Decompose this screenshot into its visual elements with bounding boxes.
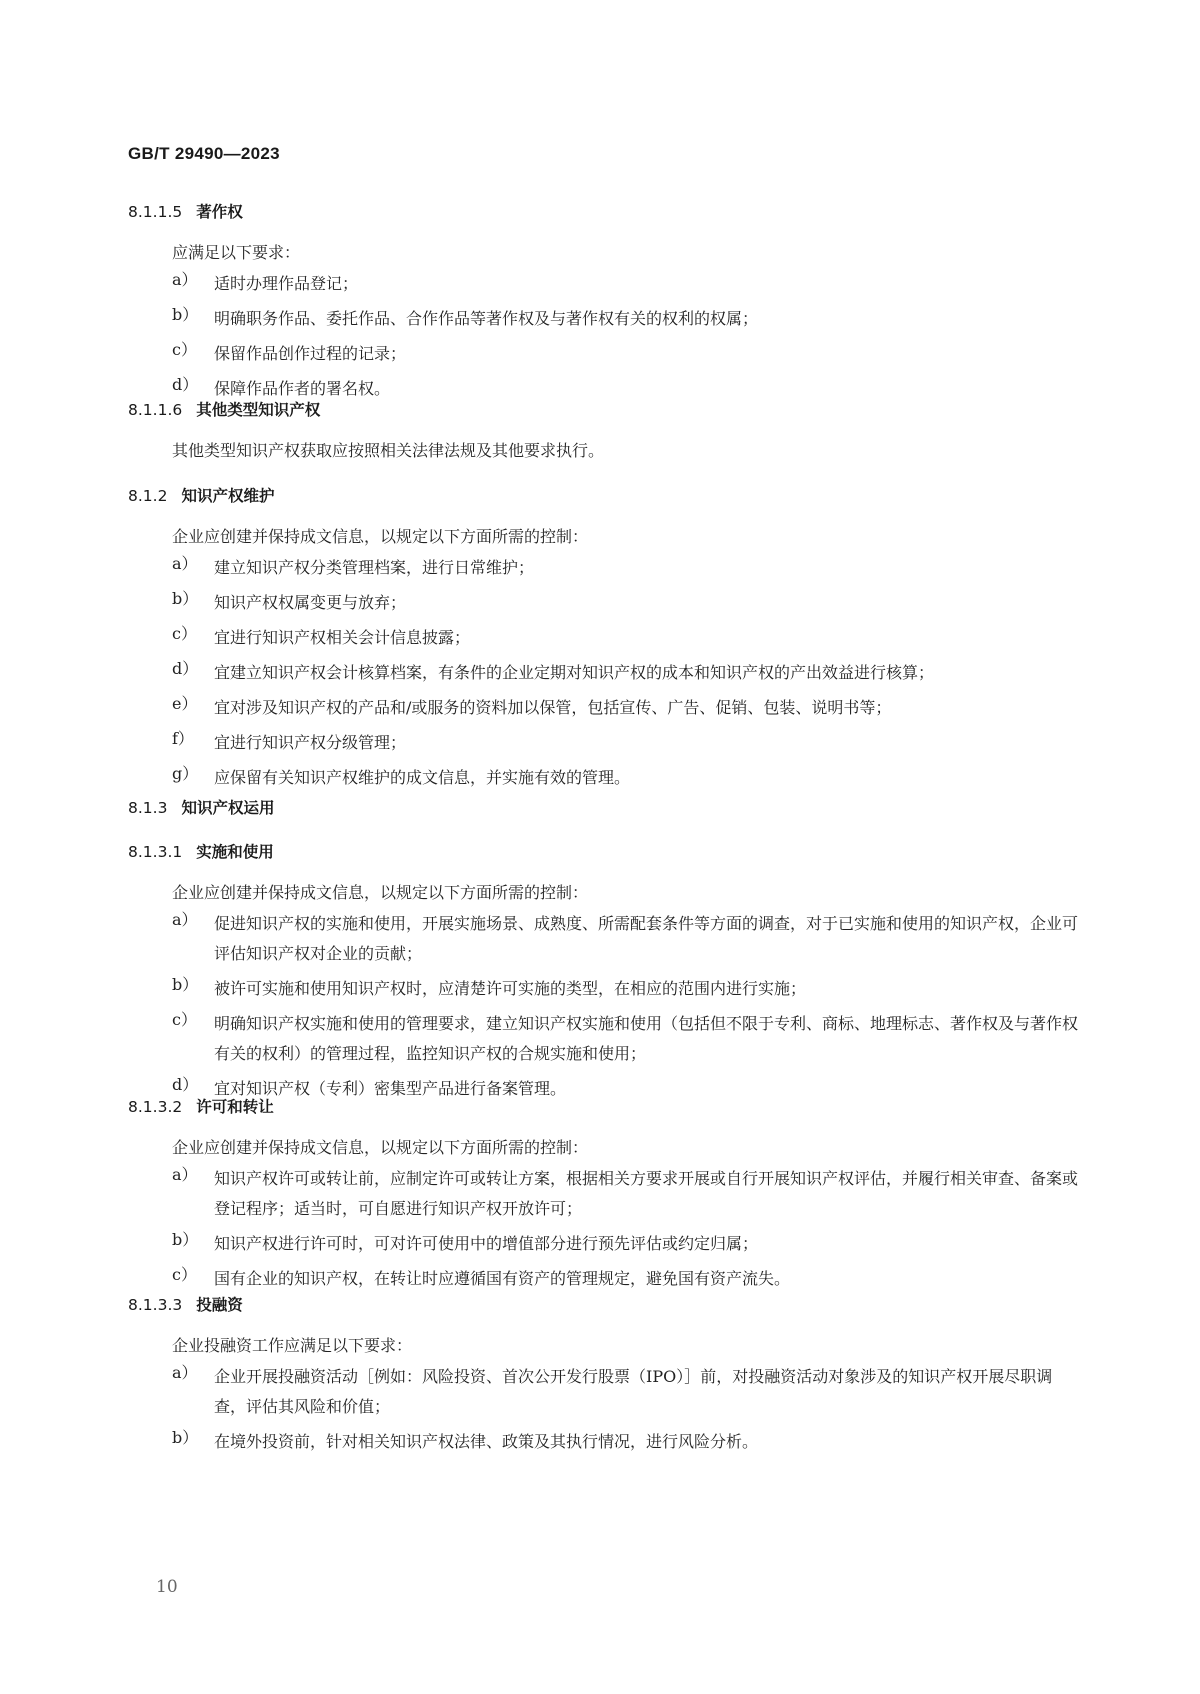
section-intro: 企业应创建并保持成文信息，以规定以下方面所需的控制： bbox=[172, 527, 589, 546]
list-marker: c） bbox=[172, 1265, 197, 1284]
section-heading bbox=[128, 202, 1078, 222]
list-item bbox=[128, 339, 1078, 369]
list-item bbox=[128, 693, 1078, 723]
section-heading bbox=[128, 1097, 1078, 1117]
list-text: 应保留有关知识产权维护的成文信息，并实施有效的管理。 bbox=[214, 768, 631, 787]
section-intro: 应满足以下要求： bbox=[172, 243, 301, 262]
list-marker: a） bbox=[172, 1363, 198, 1382]
list-text: 宜对知识产权（专利）密集型产品进行备案管理。 bbox=[214, 1079, 567, 1098]
list-marker: a） bbox=[172, 554, 198, 573]
list-marker: g） bbox=[172, 764, 199, 783]
list-marker: b） bbox=[172, 1428, 199, 1447]
list-marker: d） bbox=[172, 659, 199, 678]
list-item bbox=[128, 1164, 1078, 1224]
section-number: 8.1.1.5 bbox=[128, 203, 183, 221]
list-text: 建立知识产权分类管理档案，进行日常维护； bbox=[214, 558, 535, 577]
list-text: 明确职务作品、委托作品、合作作品等著作权及与著作权有关的权利的权属； bbox=[214, 309, 759, 328]
list-item bbox=[128, 623, 1078, 653]
list-item bbox=[128, 1264, 1078, 1294]
list-item bbox=[128, 304, 1078, 334]
list-item bbox=[128, 728, 1078, 758]
list-text: 知识产权进行许可时，可对许可使用中的增值部分进行预先评估或约定归属； bbox=[214, 1234, 759, 1253]
list-item bbox=[128, 1009, 1078, 1069]
section-intro: 企业投融资工作应满足以下要求： bbox=[172, 1336, 413, 1355]
list-text: 宜进行知识产权相关会计信息披露； bbox=[214, 628, 471, 647]
section-8-1-3-3 bbox=[128, 1295, 1078, 1457]
list-marker: a） bbox=[172, 910, 198, 929]
list-item bbox=[128, 658, 1078, 688]
list-marker: e） bbox=[172, 694, 198, 713]
list-marker: d） bbox=[172, 375, 199, 394]
section-heading bbox=[128, 798, 1078, 818]
standard-code: GB/T 29490—2023 bbox=[128, 144, 280, 163]
section-title: 实施和使用 bbox=[196, 843, 274, 861]
list-text: 适时办理作品登记； bbox=[214, 274, 359, 293]
list-item bbox=[128, 974, 1078, 1004]
section-title: 许可和转让 bbox=[196, 1098, 274, 1116]
list-marker: c） bbox=[172, 624, 197, 643]
section-8-1-3-1 bbox=[128, 842, 1078, 1104]
section-title: 知识产权运用 bbox=[181, 799, 275, 817]
list-marker: a） bbox=[172, 270, 198, 289]
list-item bbox=[128, 1427, 1078, 1457]
section-intro: 其他类型知识产权获取应按照相关法律法规及其他要求执行。 bbox=[172, 441, 605, 460]
section-intro: 企业应创建并保持成文信息，以规定以下方面所需的控制： bbox=[172, 883, 589, 902]
section-title: 著作权 bbox=[196, 203, 243, 221]
list-marker: b） bbox=[172, 1230, 199, 1249]
section-title: 其他类型知识产权 bbox=[196, 401, 321, 419]
page-number: 10 bbox=[156, 1577, 178, 1597]
section-number: 8.1.3.3 bbox=[128, 1296, 183, 1314]
section-heading bbox=[128, 842, 1078, 862]
list-text: 国有企业的知识产权，在转让时应遵循国有资产的管理规定，避免国有资产流失。 bbox=[214, 1269, 791, 1288]
list-text: 保留作品创作过程的记录； bbox=[214, 344, 407, 363]
list-text: 宜建立知识产权会计核算档案，有条件的企业定期对知识产权的成本和知识产权的产出效益进行核算； bbox=[214, 663, 935, 682]
list-marker: a） bbox=[172, 1165, 198, 1184]
list-text: 促进知识产权的实施和使用，开展实施场景、成熟度、所需配套条件等方面的调查，对于已实施和使用的知识产权，企业可评估知识产权对企业的贡献； bbox=[214, 914, 1079, 963]
section-8-1-1-6 bbox=[128, 400, 1078, 462]
list-marker: d） bbox=[172, 1075, 199, 1094]
list-item bbox=[128, 269, 1078, 299]
list-text: 企业开展投融资活动［例如：风险投资、首次公开发行股票（IPO）］前，对投融资活动对象涉及的知识产权开展尽职调查，评估其风险和价值； bbox=[214, 1367, 1053, 1416]
list-text: 在境外投资前，针对相关知识产权法律、政策及其执行情况，进行风险分析。 bbox=[214, 1432, 759, 1451]
list-marker: c） bbox=[172, 1010, 197, 1029]
list-text: 保障作品作者的署名权。 bbox=[214, 379, 391, 398]
list-item bbox=[128, 1362, 1078, 1422]
list-text: 知识产权许可或转让前，应制定许可或转让方案，根据相关方要求开展或自行开展知识产权评估，并履行相关审查、备案或登记程序；适当时，可自愿进行知识产权开放许可； bbox=[214, 1169, 1079, 1218]
list-marker: b） bbox=[172, 305, 199, 324]
section-8-1-2 bbox=[128, 486, 1078, 793]
section-number: 8.1.2 bbox=[128, 487, 168, 505]
section-title: 知识产权维护 bbox=[181, 487, 275, 505]
section-number: 8.1.3.2 bbox=[128, 1098, 183, 1116]
list-text: 宜进行知识产权分级管理； bbox=[214, 733, 407, 752]
list-text: 知识产权权属变更与放弃； bbox=[214, 593, 407, 612]
section-8-1-3-2 bbox=[128, 1097, 1078, 1294]
section-8-1-3 bbox=[128, 798, 1078, 818]
section-intro: 企业应创建并保持成文信息，以规定以下方面所需的控制： bbox=[172, 1138, 589, 1157]
list-marker: c） bbox=[172, 340, 197, 359]
section-number: 8.1.1.6 bbox=[128, 401, 183, 419]
list-item bbox=[128, 1229, 1078, 1259]
section-number: 8.1.3 bbox=[128, 799, 168, 817]
section-8-1-1-5 bbox=[128, 202, 1078, 404]
list-item bbox=[128, 588, 1078, 618]
section-title: 投融资 bbox=[196, 1296, 243, 1314]
list-marker: f） bbox=[172, 729, 194, 748]
list-text: 被许可实施和使用知识产权时，应清楚许可实施的类型，在相应的范围内进行实施； bbox=[214, 979, 807, 998]
section-number: 8.1.3.1 bbox=[128, 843, 183, 861]
list-item bbox=[128, 763, 1078, 793]
list-item bbox=[128, 909, 1078, 969]
list-text: 宜对涉及知识产权的产品和/或服务的资料加以保管，包括宣传、广告、促销、包装、说明书等； bbox=[214, 698, 892, 717]
list-marker: b） bbox=[172, 975, 199, 994]
list-item bbox=[128, 553, 1078, 583]
section-heading bbox=[128, 486, 1078, 506]
list-marker: b） bbox=[172, 589, 199, 608]
list-text: 明确知识产权实施和使用的管理要求，建立知识产权实施和使用（包括但不限于专利、商标、地理标志、著作权及与著作权有关的权利）的管理过程，监控知识产权的合规实施和使用； bbox=[214, 1014, 1079, 1063]
section-heading bbox=[128, 1295, 1078, 1315]
section-heading bbox=[128, 400, 1078, 420]
